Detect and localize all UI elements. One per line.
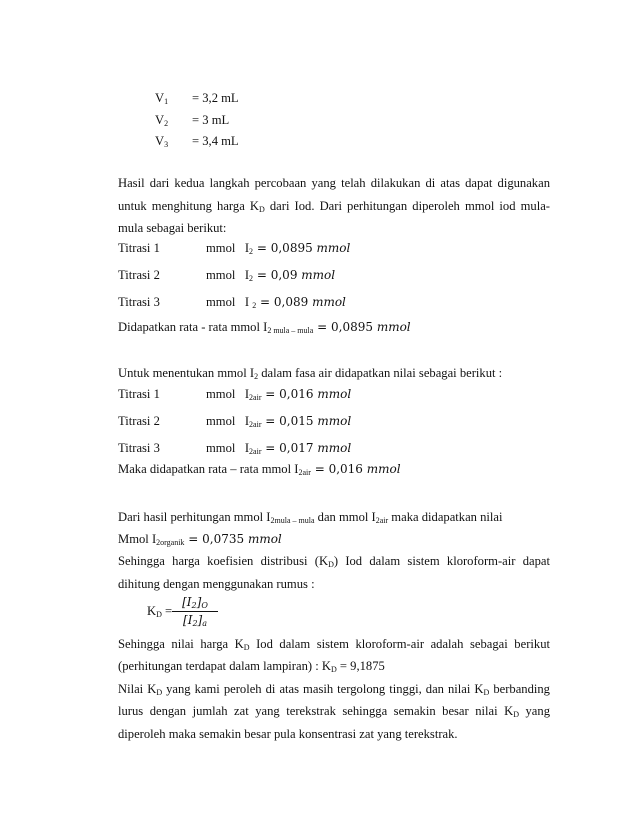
paragraph-line: Untuk menentukan mmol $I_2$ dalam fasa air didapatkan nilai sebagai berikut : [118, 366, 503, 381]
paragraph-line: Hasil dari kedua langkah percobaan yang telah dilakukan di atas dapat digunakan [118, 176, 550, 190]
formula-fraction [172, 594, 218, 629]
paragraph-line: Sehingga nilai harga $K_D$ Iod dalam sistem kloroform-air adalah sebagai berikut [118, 637, 550, 652]
paragraph-line: Dari hasil perhitungan mmol $I_{2mula - mula}$ dan mmol $I_{2air}$ maka didapatkan nilai [118, 510, 503, 525]
organik-line: Mmol $I_{2organik} = 0,0735$ mmol [118, 532, 282, 547]
formula-lhs: $K_D$ = [147, 604, 173, 619]
formula-numerator: $[I_2]_O$ [172, 594, 218, 612]
average-line: Didapatkan rata - rata mmol $I_{2 mula - mula} = 0,0895$ mmol [118, 320, 411, 335]
document-page: $V_1$ = 3,2 mL $V_2$ = 3 mL $V_3$ = 3,4 mL Hasil dari kedua langkah percobaan yang telah dilakukan di atas dapat digunakan untuk menghitung harga $K_D$ dari Iod. Dari perhitungan diperoleh mmol iod mula- mula sebagai berikut: Titrasi 1 mmol $I_2 = 0,0895$ mmol Titrasi 2 mmol $I_2 = 0,09$ mmol Titrasi 3 mmol I $_2$ = 0,089 mmol Didapatkan rata - rata mmol $I_{2 mula - mula} = 0,0895$ mmol Untuk menentukan mmol $I_2$ dalam fasa air didapatkan nilai sebagai berikut : Titrasi 1 mmol $I_{2air} = 0,016$ mmol Titrasi 2 mmol $I_{2air} = 0,015$ mmol Titrasi 3 mmol $I_{2air} = 0,017$ mmol Maka didapatkan rata – rata mmol $I_{2air} = 0,016$ mmol Dari hasil perhitungan mmol $I_{2mula - mula}$ dan mmol $I_{2air}$ maka didapatkan nilai Mmol $I_{2organik} = 0,0735$ mmol Sehingga harga koefisien distribusi $(K_D)$ Iod dalam sistem kloroform-air dapat dihitung dengan menggunakan rumus : $K_D$ = $\frac{[I_2]_O}{[I_2]_a}$ Sehingga nilai harga $K_D$ Iod dalam sistem kloroform-air adalah sebagai berikut (perhitungan terdapat dalam lampiran) : $K_D = 9,1875$ Nilai $K_D$ yang kami peroleh di atas masih tergolong tinggi, dan nilai $K_D$ berbanding lurus dengan jumlah zat yang terekstrak sehingga semakin besar nilai $K_D$ yang diperoleh maka semakin besar pula konsentrasi zat yang terekstrak. [118, 91, 550, 741]
paragraph-line: Nilai $K_D$ yang kami peroleh di atas masih tergolong tinggi, dan nilai $K_D$ berbanding [118, 682, 550, 697]
paragraph-line: diperoleh maka semakin besar pula konsentrasi zat yang terekstrak. [118, 727, 458, 741]
paragraph-line: (perhitungan terdapat dalam lampiran) : $K_D = 9,1875$ [118, 659, 385, 674]
paragraph-line: dihitung dengan menggunakan rumus : [118, 577, 315, 591]
paragraph-line: Sehingga harga koefisien distribusi $(K_D)$ Iod dalam sistem kloroform-air dapat [118, 554, 550, 569]
paragraph-line: mula sebagai berikut: [118, 221, 227, 235]
formula-denominator: $[I_2]_a$ [183, 613, 207, 628]
average-line: Maka didapatkan rata – rata mmol $I_{2air} = 0,016$ mmol [118, 462, 401, 477]
paragraph-line: untuk menghitung harga $K_D$ dari Iod. Dari perhitungan diperoleh mmol iod mula- [118, 199, 550, 214]
paragraph-line: lurus dengan jumlah zat yang terekstrak sehingga semakin besar nilai $K_D$ yang [118, 704, 550, 719]
